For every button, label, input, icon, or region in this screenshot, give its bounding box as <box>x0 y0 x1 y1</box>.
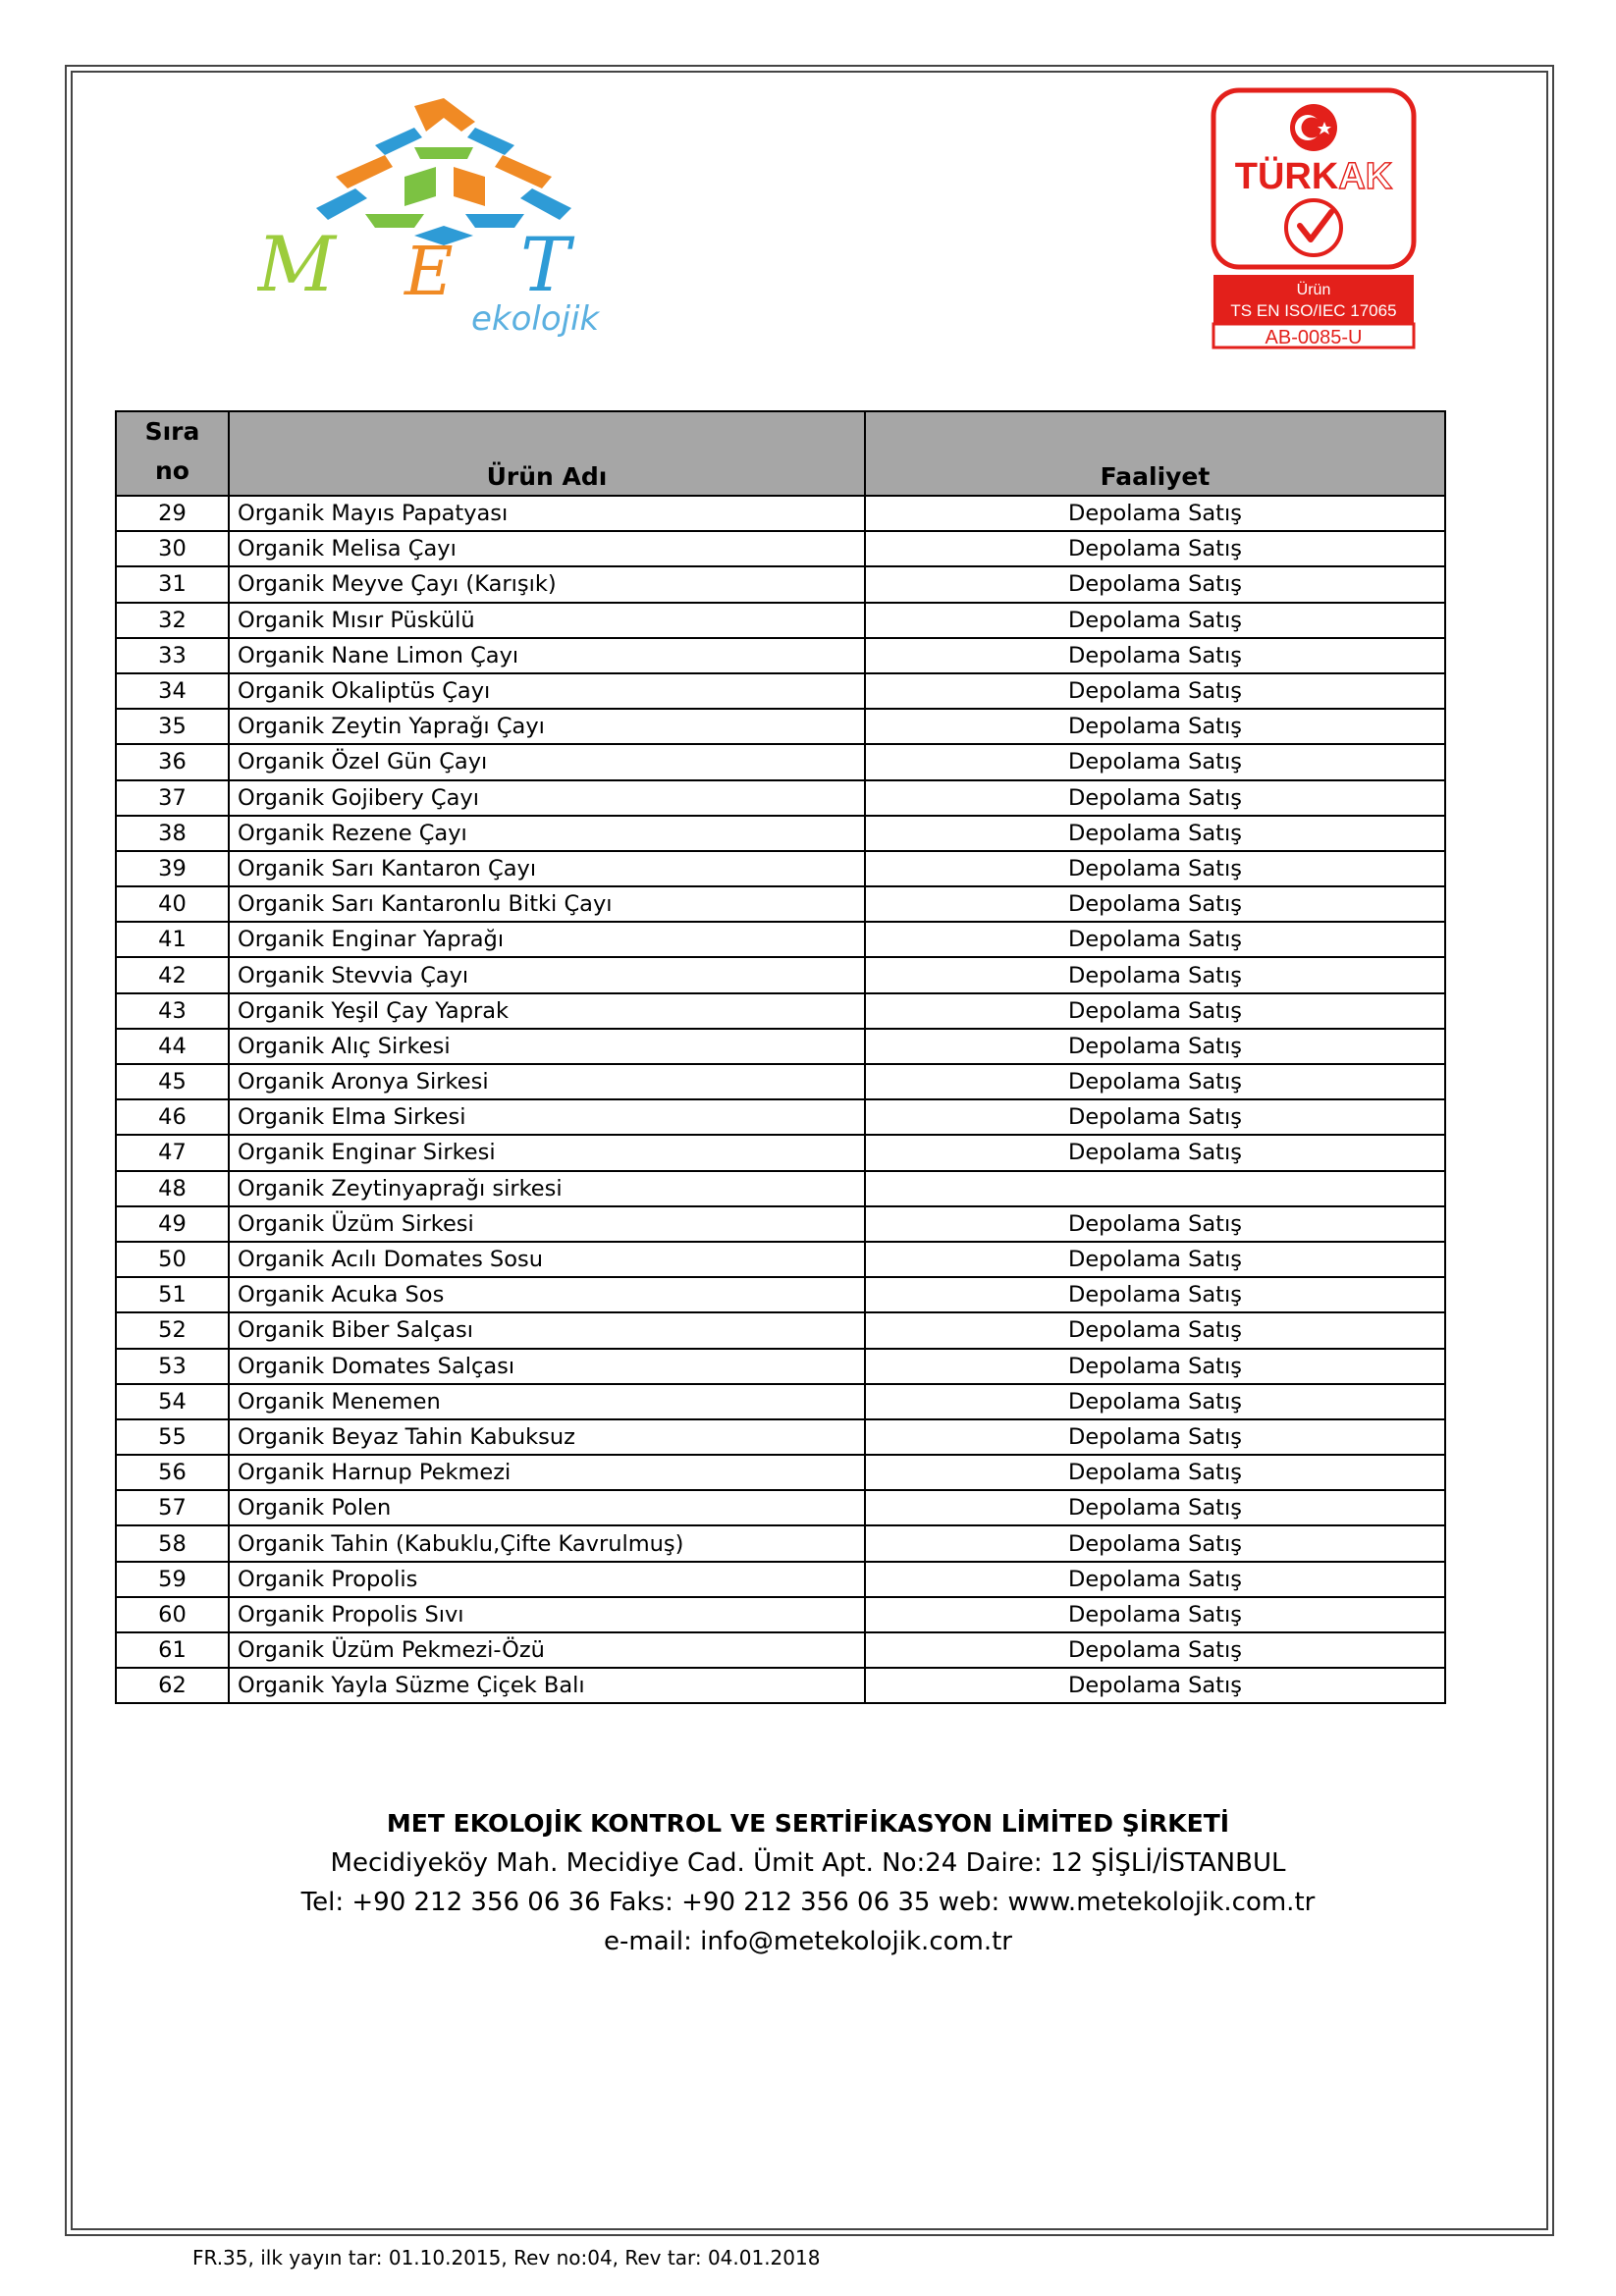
row-activity: Depolama Satış <box>865 673 1445 709</box>
table-row <box>116 851 1445 886</box>
row-activity: Depolama Satış <box>865 566 1445 602</box>
row-product-name: Organik Tahin (Kabuklu,Çifte Kavrulmuş) <box>229 1525 865 1561</box>
table-row <box>116 1668 1445 1703</box>
row-number: 36 <box>116 744 229 779</box>
accreditation-product-label: Ürün <box>1296 282 1331 298</box>
row-number: 56 <box>116 1455 229 1490</box>
row-product-name: Organik Stevvia Çayı <box>229 957 865 992</box>
row-activity: Depolama Satış <box>865 1419 1445 1455</box>
row-number: 48 <box>116 1171 229 1206</box>
table-row <box>116 886 1445 922</box>
table-row <box>116 1099 1445 1135</box>
table-row <box>116 1384 1445 1419</box>
row-number: 37 <box>116 780 229 816</box>
table-row <box>116 1597 1445 1632</box>
row-number: 53 <box>116 1349 229 1384</box>
table-row <box>116 1349 1445 1384</box>
table-row <box>116 1171 1445 1206</box>
row-activity: Depolama Satış <box>865 1562 1445 1597</box>
row-activity: Depolama Satış <box>865 816 1445 851</box>
logo-letter-e: E <box>404 234 454 311</box>
row-product-name: Organik Alıç Sirkesi <box>229 1029 865 1064</box>
row-product-name: Organik Rezene Çayı <box>229 816 865 851</box>
row-activity: Depolama Satış <box>865 886 1445 922</box>
row-product-name: Organik Enginar Sirkesi <box>229 1135 865 1170</box>
row-product-name: Organik Yayla Süzme Çiçek Balı <box>229 1668 865 1703</box>
table-row <box>116 1277 1445 1312</box>
row-number: 62 <box>116 1668 229 1703</box>
row-product-name: Organik Nane Limon Çayı <box>229 638 865 673</box>
table-row <box>116 1206 1445 1242</box>
row-product-name: Organik Gojibery Çayı <box>229 780 865 816</box>
table-row <box>116 922 1445 957</box>
row-product-name: Organik Üzüm Sirkesi <box>229 1206 865 1242</box>
row-activity: Depolama Satış <box>865 1277 1445 1312</box>
row-number: 47 <box>116 1135 229 1170</box>
row-activity: Depolama Satış <box>865 780 1445 816</box>
table-row <box>116 993 1445 1029</box>
row-activity: Depolama Satış <box>865 1490 1445 1525</box>
company-name: MET EKOLOJİK KONTROL VE SERTİFİKASYON LİMİTED ŞİRKETİ <box>386 1809 1230 1838</box>
row-product-name: Organik Mayıs Papatyası <box>229 496 865 531</box>
row-activity: Depolama Satış <box>865 1668 1445 1703</box>
row-product-name: Organik Okaliptüs Çayı <box>229 673 865 709</box>
row-number: 44 <box>116 1029 229 1064</box>
row-product-name: Organik Acuka Sos <box>229 1277 865 1312</box>
row-activity: Depolama Satış <box>865 1349 1445 1384</box>
table-row <box>116 1632 1445 1668</box>
row-product-name: Organik Özel Gün Çayı <box>229 744 865 779</box>
row-number: 38 <box>116 816 229 851</box>
row-activity: Depolama Satış <box>865 1135 1445 1170</box>
row-activity: Depolama Satış <box>865 1455 1445 1490</box>
turkak-accreditation-mark <box>1210 86 1418 351</box>
table-row <box>116 1242 1445 1277</box>
row-number: 40 <box>116 886 229 922</box>
form-revision-info: FR.35, ilk yayın tar: 01.10.2015, Rev no:04, Rev tar: 04.01.2018 <box>192 2246 821 2269</box>
table-row <box>116 780 1445 816</box>
table-header-row <box>116 411 1445 496</box>
row-activity: Depolama Satış <box>865 638 1445 673</box>
row-activity: Depolama Satış <box>865 603 1445 638</box>
table-row <box>116 566 1445 602</box>
row-number: 39 <box>116 851 229 886</box>
table-row <box>116 1029 1445 1064</box>
table-row <box>116 496 1445 531</box>
row-activity: Depolama Satış <box>865 993 1445 1029</box>
column-header-no-line2: no <box>155 456 189 485</box>
row-number: 60 <box>116 1597 229 1632</box>
company-footer <box>0 1804 1616 1961</box>
row-number: 61 <box>116 1632 229 1668</box>
row-number: 30 <box>116 531 229 566</box>
row-product-name: Organik Zeytinyaprağı sirkesi <box>229 1171 865 1206</box>
met-ekolojik-logo <box>257 98 630 353</box>
row-number: 43 <box>116 993 229 1029</box>
row-product-name: Organik Propolis <box>229 1562 865 1597</box>
table-row <box>116 531 1445 566</box>
row-number: 45 <box>116 1064 229 1099</box>
accreditation-standard: TS EN ISO/IEC 17065 <box>1230 301 1397 320</box>
row-number: 49 <box>116 1206 229 1242</box>
row-product-name: Organik Polen <box>229 1490 865 1525</box>
row-number: 42 <box>116 957 229 992</box>
company-address: Mecidiyeköy Mah. Mecidiye Cad. Ümit Apt. No:24 Daire: 12 ŞİŞLİ/İSTANBUL <box>330 1848 1286 1878</box>
row-product-name: Organik Zeytin Yaprağı Çayı <box>229 709 865 744</box>
table-row <box>116 816 1445 851</box>
row-product-name: Organik Meyve Çayı (Karışık) <box>229 566 865 602</box>
row-number: 41 <box>116 922 229 957</box>
column-header-activity: Faaliyet <box>865 411 1445 496</box>
table-row <box>116 709 1445 744</box>
row-number: 54 <box>116 1384 229 1419</box>
column-header-no-line1: Sıra <box>144 417 200 446</box>
row-activity: Depolama Satış <box>865 957 1445 992</box>
row-product-name: Organik Enginar Yaprağı <box>229 922 865 957</box>
row-activity: Depolama Satış <box>865 709 1445 744</box>
row-number: 51 <box>116 1277 229 1312</box>
row-activity: Depolama Satış <box>865 744 1445 779</box>
row-activity: Depolama Satış <box>865 496 1445 531</box>
row-product-name: Organik Acılı Domates Sosu <box>229 1242 865 1277</box>
row-number: 34 <box>116 673 229 709</box>
table-row <box>116 1419 1445 1455</box>
table-row <box>116 603 1445 638</box>
company-email: e-mail: info@metekolojik.com.tr <box>604 1927 1012 1956</box>
row-activity: Depolama Satış <box>865 1312 1445 1348</box>
row-product-name: Organik Harnup Pekmezi <box>229 1455 865 1490</box>
row-number: 55 <box>116 1419 229 1455</box>
row-activity: Depolama Satış <box>865 531 1445 566</box>
table-row <box>116 638 1445 673</box>
table-row <box>116 744 1445 779</box>
row-activity: Depolama Satış <box>865 1597 1445 1632</box>
row-activity: Depolama Satış <box>865 851 1445 886</box>
row-product-name: Organik Aronya Sirkesi <box>229 1064 865 1099</box>
product-table <box>115 410 1446 1704</box>
row-number: 32 <box>116 603 229 638</box>
row-activity: Depolama Satış <box>865 1525 1445 1561</box>
row-number: 46 <box>116 1099 229 1135</box>
column-header-no <box>116 411 229 496</box>
row-number: 29 <box>116 496 229 531</box>
row-product-name: Organik Domates Salçası <box>229 1349 865 1384</box>
row-product-name: Organik Beyaz Tahin Kabuksuz <box>229 1419 865 1455</box>
row-product-name: Organik Sarı Kantaron Çayı <box>229 851 865 886</box>
accreditation-code: AB-0085-U <box>1265 327 1363 348</box>
logo-letter-m: M <box>257 221 336 309</box>
table-row <box>116 1490 1445 1525</box>
table-row <box>116 957 1445 992</box>
row-number: 52 <box>116 1312 229 1348</box>
row-product-name: Organik Elma Sirkesi <box>229 1099 865 1135</box>
table-row <box>116 1312 1445 1348</box>
row-activity: Depolama Satış <box>865 1206 1445 1242</box>
row-product-name: Organik Mısır Püskülü <box>229 603 865 638</box>
row-product-name: Organik Propolis Sıvı <box>229 1597 865 1632</box>
row-number: 33 <box>116 638 229 673</box>
row-activity: Depolama Satış <box>865 1099 1445 1135</box>
row-product-name: Organik Sarı Kantaronlu Bitki Çayı <box>229 886 865 922</box>
row-activity: Depolama Satış <box>865 1064 1445 1099</box>
row-product-name: Organik Menemen <box>229 1384 865 1419</box>
row-product-name: Organik Yeşil Çay Yaprak <box>229 993 865 1029</box>
turkak-brand-text: TÜRKAK <box>1234 156 1393 197</box>
check-mark-icon <box>1286 200 1341 255</box>
table-row <box>116 1135 1445 1170</box>
row-activity: Depolama Satış <box>865 1242 1445 1277</box>
company-contact: Tel: +90 212 356 06 36 Faks: +90 212 356 06 35 web: www.metekolojik.com.tr <box>300 1888 1316 1917</box>
row-activity: Depolama Satış <box>865 1029 1445 1064</box>
column-header-product-name: Ürün Adı <box>229 411 865 496</box>
table-body <box>116 496 1445 1703</box>
row-product-name: Organik Üzüm Pekmezi-Özü <box>229 1632 865 1668</box>
row-number: 58 <box>116 1525 229 1561</box>
table-row <box>116 1525 1445 1561</box>
table-row <box>116 1455 1445 1490</box>
table-row <box>116 1562 1445 1597</box>
row-number: 31 <box>116 566 229 602</box>
row-activity: Depolama Satış <box>865 922 1445 957</box>
table-row <box>116 673 1445 709</box>
table-row <box>116 1064 1445 1099</box>
logo-subtitle: ekolojik <box>471 299 600 339</box>
logo-letter-t: T <box>520 221 570 308</box>
row-number: 57 <box>116 1490 229 1525</box>
row-activity <box>865 1171 1445 1206</box>
row-product-name: Organik Melisa Çayı <box>229 531 865 566</box>
row-number: 59 <box>116 1562 229 1597</box>
row-activity: Depolama Satış <box>865 1384 1445 1419</box>
row-product-name: Organik Biber Salçası <box>229 1312 865 1348</box>
row-activity: Depolama Satış <box>865 1632 1445 1668</box>
row-number: 35 <box>116 709 229 744</box>
row-number: 50 <box>116 1242 229 1277</box>
